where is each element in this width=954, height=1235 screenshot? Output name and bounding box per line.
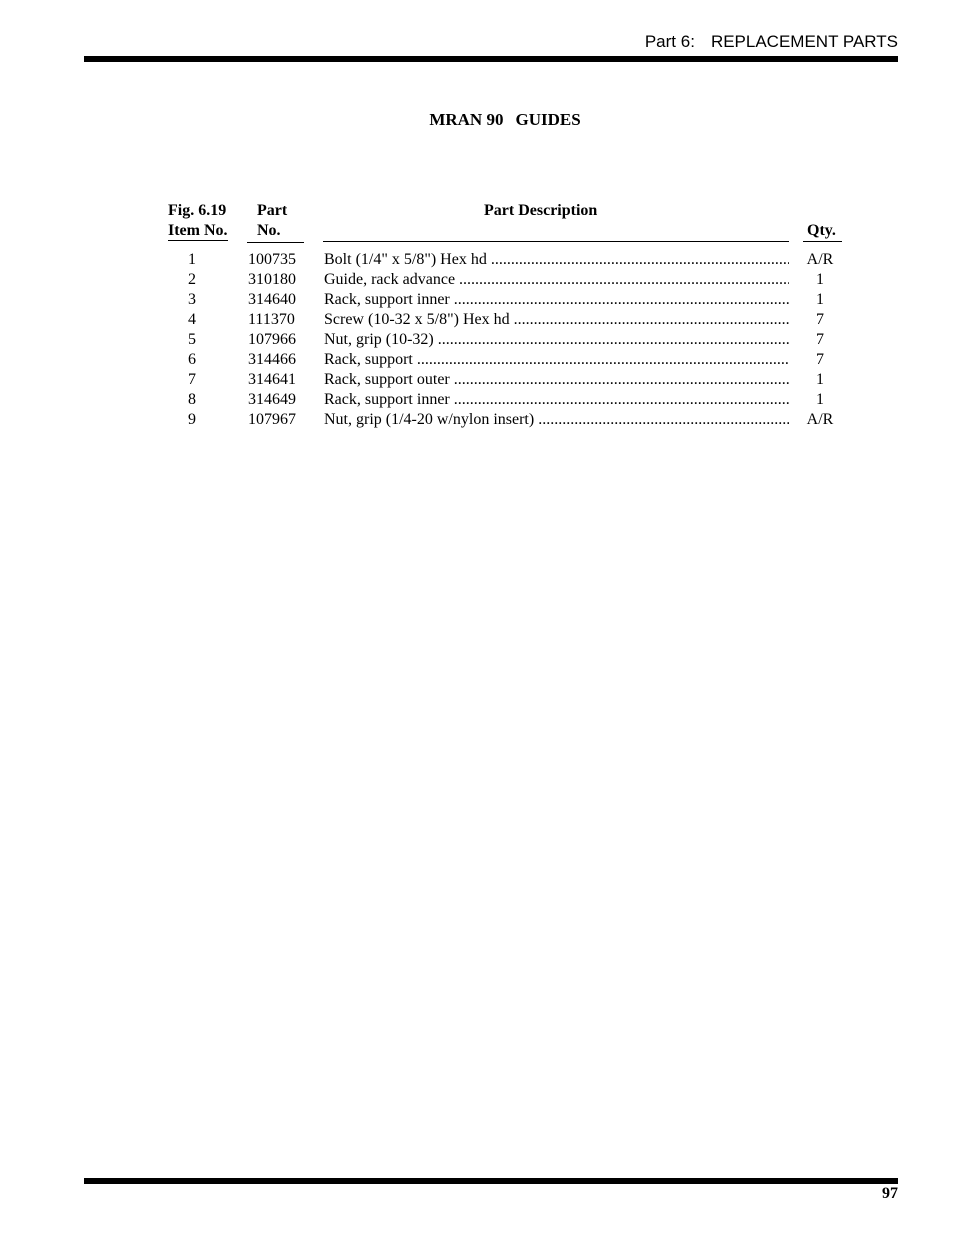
item-number: 8 bbox=[188, 391, 196, 408]
column-header-part-line1: Part bbox=[257, 202, 288, 219]
quantity: 1 bbox=[816, 391, 824, 408]
part-number: 310180 bbox=[248, 271, 296, 288]
item-number: 7 bbox=[188, 371, 196, 388]
column-header-part bbox=[247, 201, 304, 243]
part-number: 314649 bbox=[248, 391, 296, 408]
table-row bbox=[0, 370, 954, 390]
part-description: Nut, grip (1/4-20 w/nylon insert) ..... bbox=[324, 410, 789, 430]
title-model: MRAN 90 bbox=[429, 110, 504, 129]
header-section-label: REPLACEMENT PARTS bbox=[710, 32, 898, 51]
parts-table-body bbox=[0, 250, 954, 430]
part-number: 314466 bbox=[248, 351, 296, 368]
quantity: A/R bbox=[806, 411, 834, 428]
running-header bbox=[645, 32, 898, 52]
part-description: Rack, support inner ..... bbox=[324, 390, 789, 410]
column-header-item-line1: Fig. 6.19 bbox=[168, 202, 227, 219]
column-header-item-line2: Item No. bbox=[168, 222, 228, 239]
item-number: 3 bbox=[188, 291, 196, 308]
qty-header-rule bbox=[803, 241, 842, 242]
part-number: 100735 bbox=[248, 251, 296, 268]
header-rule bbox=[84, 56, 898, 62]
table-row bbox=[0, 290, 954, 310]
part-number: 314640 bbox=[248, 291, 296, 308]
description-header-rule bbox=[323, 241, 789, 242]
column-header-description: Part Description bbox=[484, 202, 598, 219]
quantity: 7 bbox=[816, 331, 824, 348]
page-number: 97 bbox=[882, 1185, 898, 1202]
column-header-item bbox=[168, 201, 228, 241]
quantity: A/R bbox=[806, 251, 834, 268]
page-title bbox=[0, 110, 954, 130]
part-number: 314641 bbox=[248, 371, 296, 388]
item-number: 5 bbox=[188, 331, 196, 348]
part-description: Rack, support ..... bbox=[324, 350, 789, 370]
quantity: 1 bbox=[816, 291, 824, 308]
column-header-part-line2: No. bbox=[247, 221, 304, 243]
quantity: 1 bbox=[816, 271, 824, 288]
column-header-qty: Qty. bbox=[807, 222, 836, 239]
table-row bbox=[0, 330, 954, 350]
table-row bbox=[0, 410, 954, 430]
header-part-label: Part 6: bbox=[644, 32, 695, 51]
part-number: 107967 bbox=[248, 411, 296, 428]
item-number: 1 bbox=[188, 251, 196, 268]
table-row bbox=[0, 350, 954, 370]
table-row bbox=[0, 250, 954, 270]
part-description: Bolt (1/4" x 5/8") Hex hd ..... bbox=[324, 250, 789, 270]
footer-rule bbox=[84, 1178, 898, 1184]
table-row bbox=[0, 310, 954, 330]
part-description: Rack, support inner ..... bbox=[324, 290, 789, 310]
part-description: Rack, support outer ..... bbox=[324, 370, 789, 390]
quantity: 1 bbox=[816, 371, 824, 388]
part-description: Nut, grip (10-32) ..... bbox=[324, 330, 789, 350]
part-description: Guide, rack advance ..... bbox=[324, 270, 789, 290]
part-number: 111370 bbox=[248, 311, 295, 328]
part-description: Screw (10-32 x 5/8") Hex hd ..... bbox=[324, 310, 789, 330]
item-number: 6 bbox=[188, 351, 196, 368]
item-number: 9 bbox=[188, 411, 196, 428]
item-number: 4 bbox=[188, 311, 196, 328]
title-name: GUIDES bbox=[515, 110, 581, 129]
table-row bbox=[0, 390, 954, 410]
quantity: 7 bbox=[816, 311, 824, 328]
item-number: 2 bbox=[188, 271, 196, 288]
part-number: 107966 bbox=[248, 331, 296, 348]
table-row bbox=[0, 270, 954, 290]
quantity: 7 bbox=[816, 351, 824, 368]
